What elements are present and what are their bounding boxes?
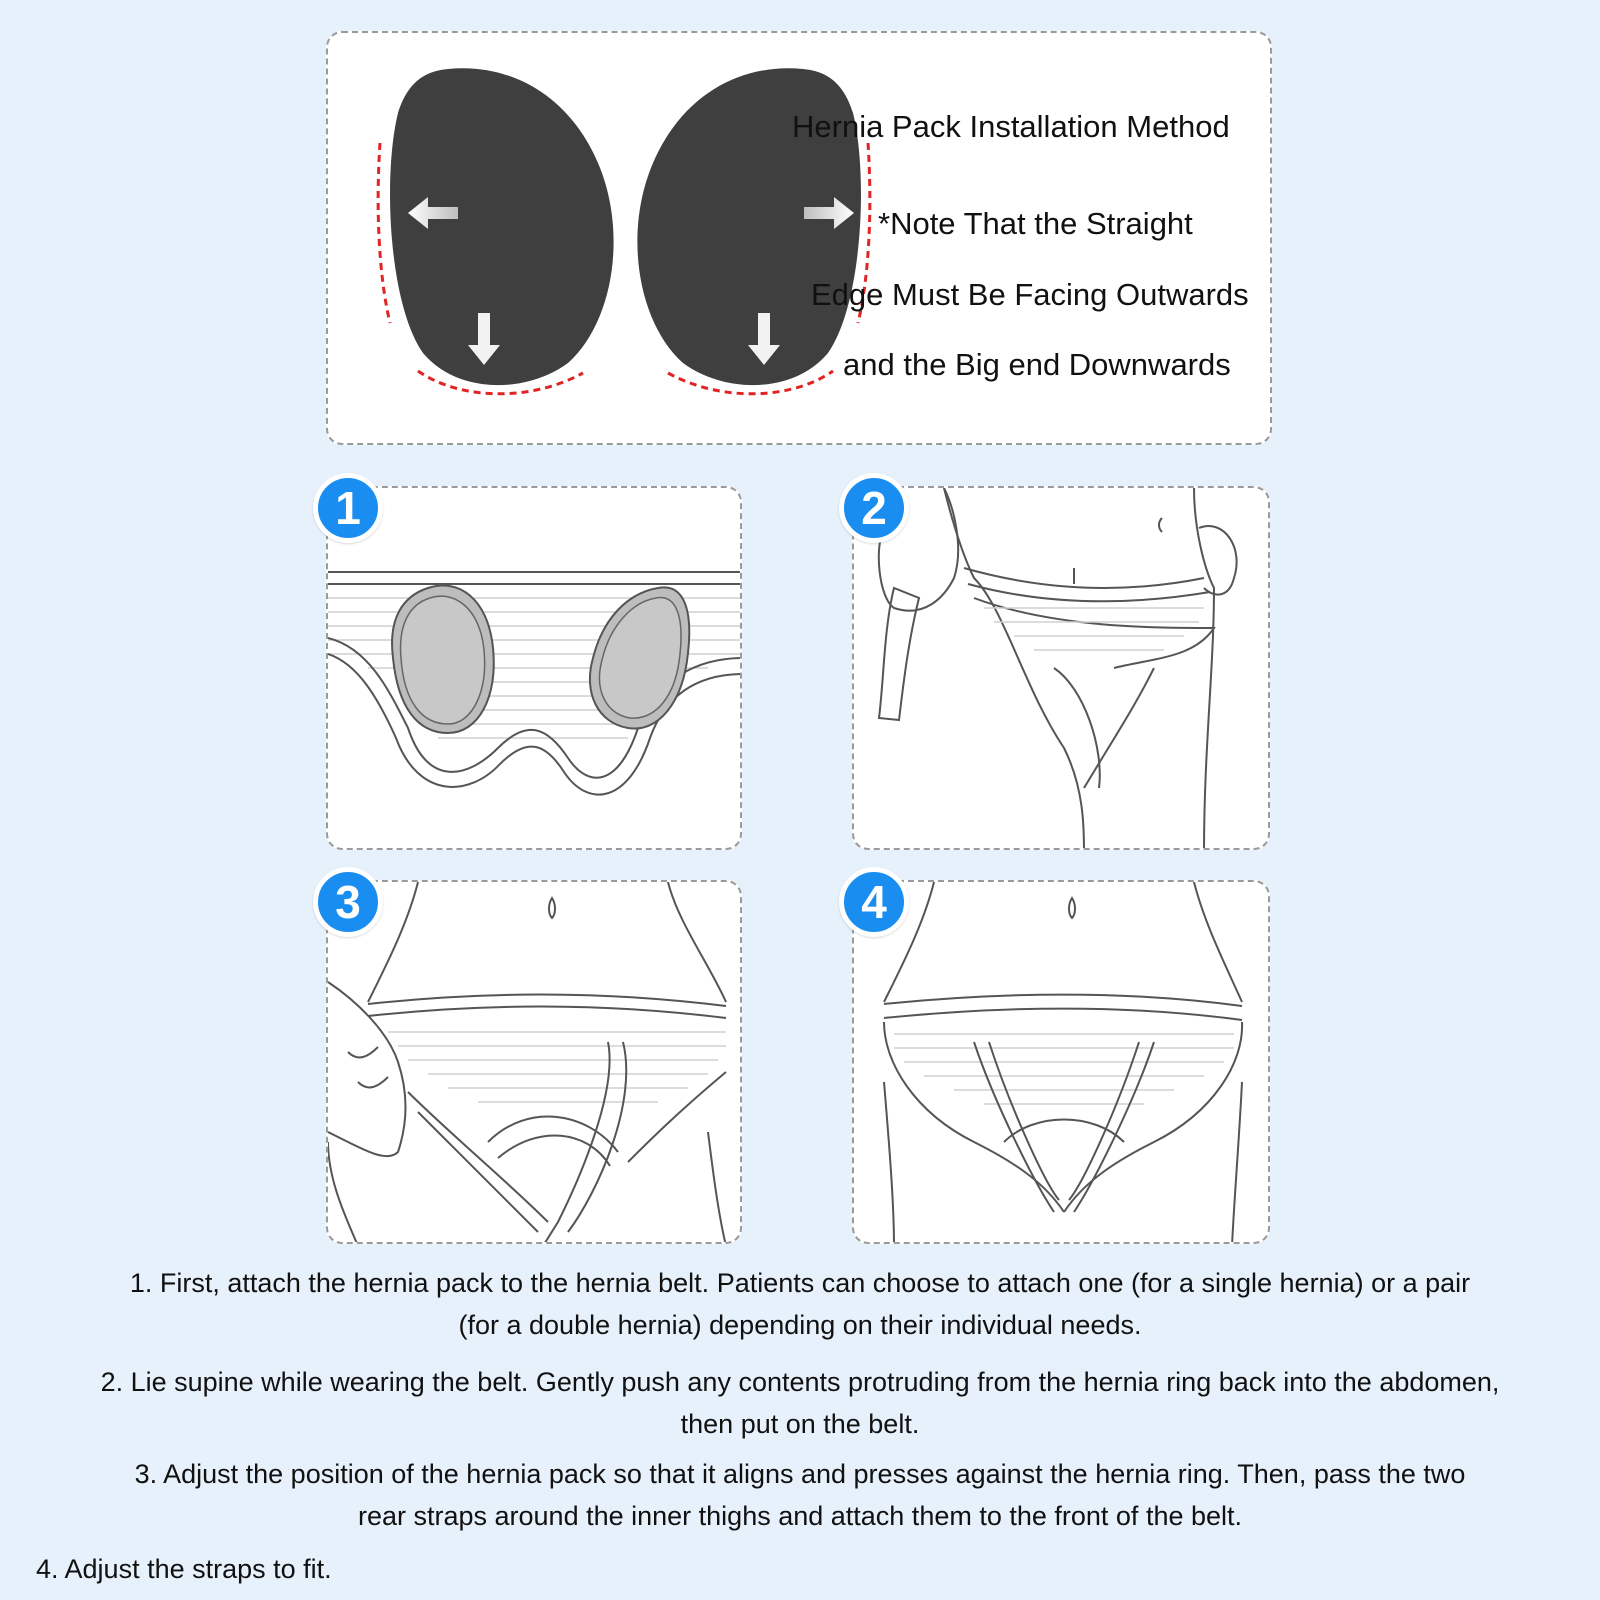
step-3-badge: 3 <box>313 867 383 937</box>
diagram-title: Hernia Pack Installation Method <box>792 109 1230 144</box>
note-line: and the Big end Downwards <box>843 347 1231 382</box>
hernia-pad-right <box>590 587 689 728</box>
step-4-illustration <box>854 882 1270 1244</box>
hernia-pad-left <box>378 68 613 394</box>
step-2-panel <box>852 486 1270 850</box>
step-4-badge: 4 <box>839 867 909 937</box>
instruction-line: then put on the belt. <box>680 1409 920 1439</box>
note-line: Edge Must Be Facing Outwards <box>811 277 1249 312</box>
step-2-badge: 2 <box>839 473 909 543</box>
instruction-line: 4. Adjust the straps to fit. <box>36 1554 332 1584</box>
hernia-pad-left <box>392 586 494 734</box>
instruction-3 <box>20 1453 1580 1537</box>
step-1-illustration <box>328 488 742 850</box>
instruction-line: 1. First, attach the hernia pack to the hernia belt. Patients can choose to attach one (for a single hernia) or a pair <box>129 1268 1471 1298</box>
instruction-line: (for a double hernia) depending on their individual needs. <box>458 1310 1142 1340</box>
step-4-panel <box>852 880 1270 1244</box>
step-1-badge: 1 <box>313 473 383 543</box>
note-line: *Note That the Straight <box>878 206 1193 241</box>
instruction-2 <box>20 1361 1580 1445</box>
step-2-illustration <box>854 488 1270 850</box>
instruction-line: 2. Lie supine while wearing the belt. Gently push any contents protruding from the hernia ring back into the abdomen, <box>100 1367 1500 1397</box>
instruction-line: 3. Adjust the position of the hernia pack so that it aligns and presses against the hernia ring. Then, pass the two <box>134 1459 1466 1489</box>
instruction-4 <box>36 1548 1596 1590</box>
step-3-illustration <box>328 882 742 1244</box>
step-3-panel <box>326 880 742 1244</box>
instruction-line: rear straps around the inner thighs and attach them to the front of the belt. <box>357 1501 1243 1531</box>
instruction-1 <box>20 1262 1580 1346</box>
step-1-panel <box>326 486 742 850</box>
